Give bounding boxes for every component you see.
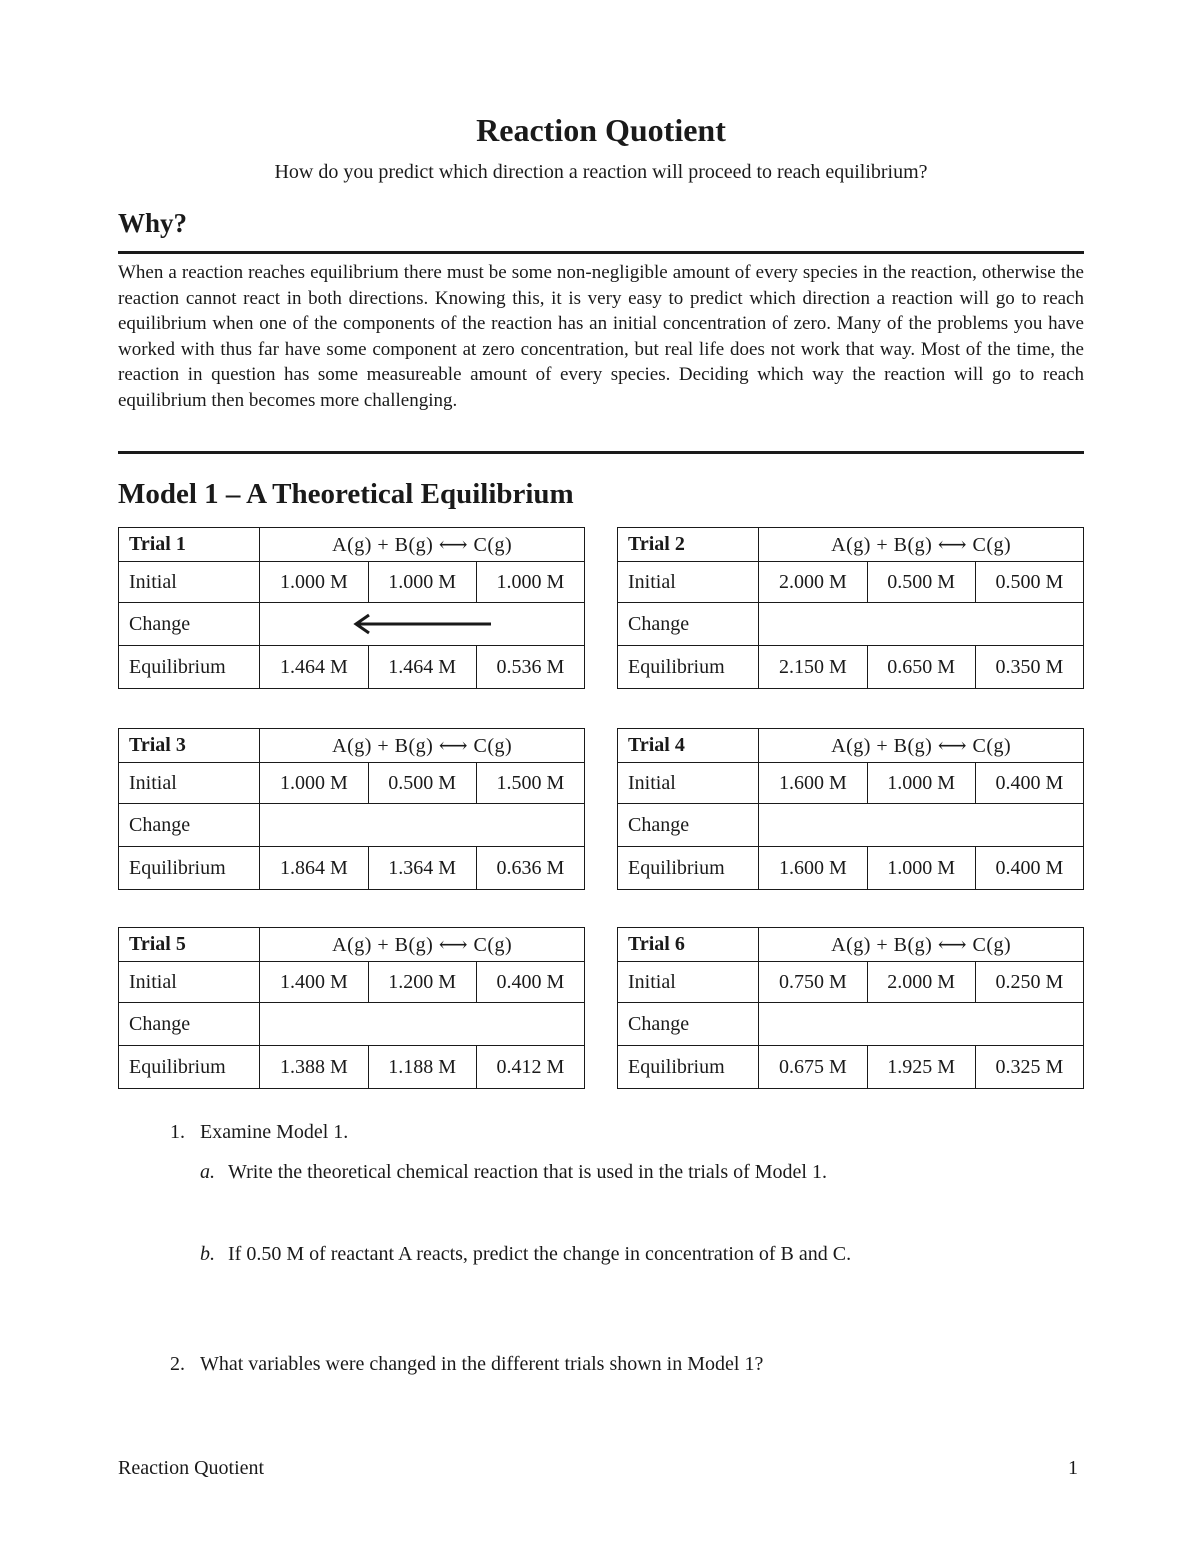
equilibrium-c: 0.400 M (975, 847, 1083, 890)
initial-c: 0.250 M (975, 962, 1083, 1003)
initial-b: 2.000 M (867, 962, 975, 1003)
equilibrium-b: 1.364 M (368, 847, 476, 890)
why-paragraph: When a reaction reaches equilibrium there must be some non-negligible amount of every species in the reaction, otherwise the reaction cannot react in both directions. Knowing this, it is very easy to predict which direction a reaction will go to reach equilibrium when one of the components of the reaction has an initial concentration of zero. Many of the problems you have worked with thus far have some component at zero concentration, but real life does not work that way. Most of the time, the reaction in question has some measureable amount of every species. Deciding which way the reaction will go to reach equilibrium then becomes more challenging. (118, 262, 1084, 411)
initial-c: 0.400 M (975, 763, 1083, 804)
change-label: Change (618, 1003, 759, 1046)
initial-label: Initial (618, 562, 759, 603)
initial-c: 1.500 M (476, 763, 584, 804)
trial-4-table (617, 728, 1084, 890)
equilibrium-label: Equilibrium (618, 646, 759, 689)
initial-a: 0.750 M (759, 962, 867, 1003)
equilibrium-c: 0.636 M (476, 847, 584, 890)
trial-5-table (118, 927, 585, 1089)
trial-2-table (617, 527, 1084, 689)
question-text: Write the theoretical chemical reaction that is used in the trials of Model 1. (228, 1161, 827, 1183)
worksheet-page (118, 0, 1084, 1553)
initial-c: 0.500 M (975, 562, 1083, 603)
trial-name: Trial 2 (618, 528, 759, 562)
page-subtitle: How do you predict which direction a reaction will proceed to reach equilibrium? (274, 161, 928, 183)
equilibrium-c: 0.350 M (975, 646, 1083, 689)
change-label: Change (618, 603, 759, 646)
question-1b (200, 1243, 851, 1266)
trial-name: Trial 6 (618, 928, 759, 962)
reaction-equation: A(g) + B(g) ⟷ C(g) (260, 729, 585, 763)
question-letter: a. (200, 1161, 215, 1183)
equilibrium-label: Equilibrium (618, 1046, 759, 1089)
initial-b: 0.500 M (867, 562, 975, 603)
trial-name: Trial 5 (119, 928, 260, 962)
equilibrium-b: 1.464 M (368, 646, 476, 689)
initial-label: Initial (119, 562, 260, 603)
initial-b: 1.000 M (867, 763, 975, 804)
model-heading: Model 1 – A Theoretical Equilibrium (118, 478, 574, 510)
equilibrium-label: Equilibrium (119, 847, 260, 890)
change-label: Change (119, 603, 260, 646)
change-cell (759, 1003, 1084, 1046)
trial-name: Trial 3 (119, 729, 260, 763)
question-letter: b. (200, 1243, 215, 1265)
why-top-rule (118, 251, 1084, 254)
equilibrium-b: 1.188 M (368, 1046, 476, 1089)
initial-b: 1.200 M (368, 962, 476, 1003)
question-number: 1. (170, 1121, 185, 1143)
trial-name: Trial 4 (618, 729, 759, 763)
change-label: Change (119, 1003, 260, 1046)
change-cell (759, 804, 1084, 847)
question-2 (170, 1353, 763, 1376)
question-1a (200, 1161, 827, 1184)
equilibrium-a: 0.675 M (759, 1046, 867, 1089)
reaction-equation: A(g) + B(g) ⟷ C(g) (759, 729, 1084, 763)
equilibrium-a: 1.388 M (260, 1046, 368, 1089)
initial-label: Initial (119, 763, 260, 804)
why-heading: Why? (118, 208, 188, 238)
page-title: Reaction Quotient (476, 112, 726, 148)
initial-a: 1.400 M (260, 962, 368, 1003)
change-cell (260, 1003, 585, 1046)
question-text: Examine Model 1. (200, 1121, 349, 1143)
equilibrium-a: 1.464 M (260, 646, 368, 689)
initial-a: 1.000 M (260, 562, 368, 603)
equilibrium-b: 1.000 M (867, 847, 975, 890)
equilibrium-c: 0.536 M (476, 646, 584, 689)
initial-c: 1.000 M (476, 562, 584, 603)
left-arrow-icon (351, 613, 493, 635)
initial-label: Initial (119, 962, 260, 1003)
question-number: 2. (170, 1353, 185, 1375)
change-cell (759, 603, 1084, 646)
question-text: What variables were changed in the different trials shown in Model 1? (200, 1353, 764, 1375)
initial-a: 1.000 M (260, 763, 368, 804)
change-cell (260, 603, 585, 646)
footer-title: Reaction Quotient (118, 1457, 265, 1479)
trial-name: Trial 1 (119, 528, 260, 562)
change-label: Change (119, 804, 260, 847)
equilibrium-b: 0.650 M (867, 646, 975, 689)
trial-1-table (118, 527, 585, 689)
initial-label: Initial (618, 763, 759, 804)
trial-3-table (118, 728, 585, 890)
change-cell (260, 804, 585, 847)
why-bottom-rule (118, 451, 1084, 454)
question-text: If 0.50 M of reactant A reacts, predict the change in concentration of B and C. (228, 1243, 852, 1265)
initial-b: 1.000 M (368, 562, 476, 603)
initial-label: Initial (618, 962, 759, 1003)
trial-6-table (617, 927, 1084, 1089)
equilibrium-b: 1.925 M (867, 1046, 975, 1089)
equilibrium-label: Equilibrium (618, 847, 759, 890)
reaction-equation: A(g) + B(g) ⟷ C(g) (759, 928, 1084, 962)
initial-a: 1.600 M (759, 763, 867, 804)
initial-b: 0.500 M (368, 763, 476, 804)
initial-a: 2.000 M (759, 562, 867, 603)
reaction-equation: A(g) + B(g) ⟷ C(g) (260, 528, 585, 562)
change-label: Change (618, 804, 759, 847)
reaction-equation: A(g) + B(g) ⟷ C(g) (260, 928, 585, 962)
equilibrium-a: 1.864 M (260, 847, 368, 890)
question-1 (170, 1121, 348, 1144)
equilibrium-c: 0.412 M (476, 1046, 584, 1089)
equilibrium-label: Equilibrium (119, 1046, 260, 1089)
initial-c: 0.400 M (476, 962, 584, 1003)
reaction-equation: A(g) + B(g) ⟷ C(g) (759, 528, 1084, 562)
equilibrium-c: 0.325 M (975, 1046, 1083, 1089)
page-number: 1 (1068, 1457, 1078, 1479)
equilibrium-label: Equilibrium (119, 646, 260, 689)
equilibrium-a: 2.150 M (759, 646, 867, 689)
equilibrium-a: 1.600 M (759, 847, 867, 890)
